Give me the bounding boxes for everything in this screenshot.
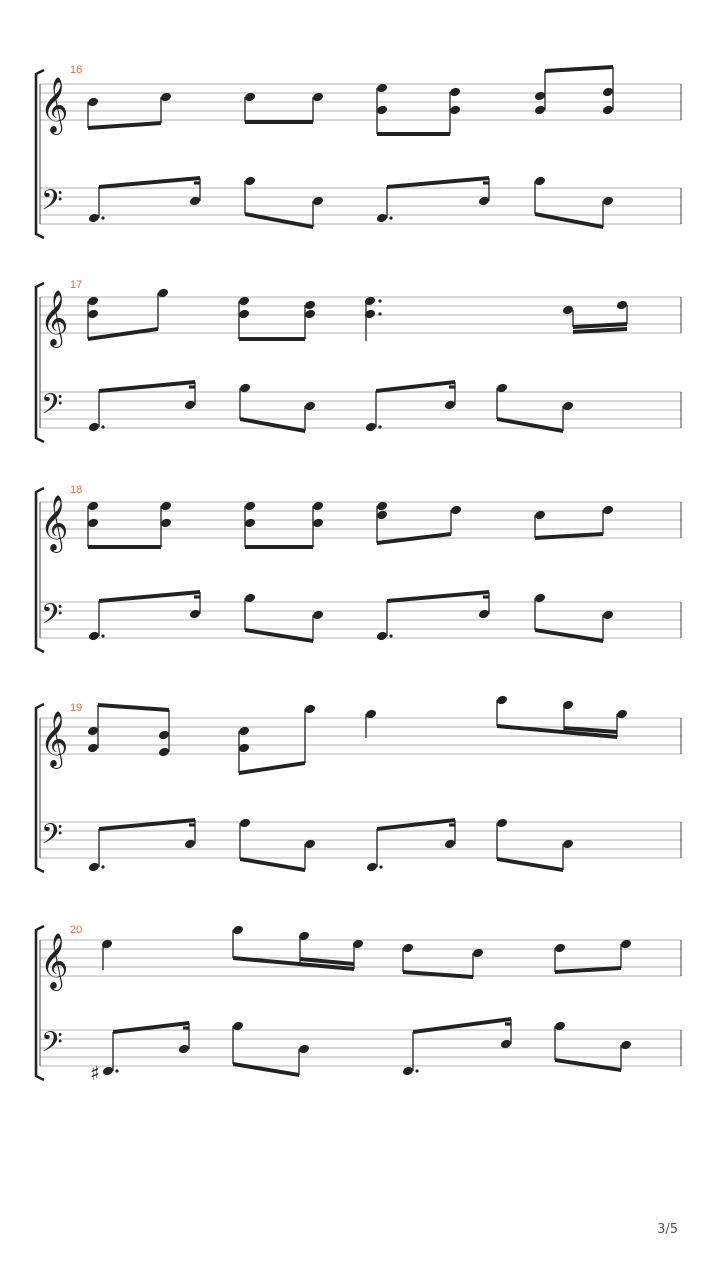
augmentation-dot [101, 865, 104, 868]
augmentation-dot [101, 425, 104, 428]
bass-clef: 𝄢 [41, 388, 63, 428]
measure-number: 17 [70, 279, 83, 291]
treble-notes-18 [87, 500, 615, 549]
augmentation-dot [115, 1069, 118, 1072]
augmentation-dot [378, 312, 381, 315]
bass-clef: 𝄢 [41, 818, 63, 858]
note-beam [99, 590, 200, 603]
bass-clef: 𝄢 [41, 1026, 63, 1066]
note-beam [233, 1062, 299, 1077]
note-beam [535, 628, 603, 643]
partial-beam [189, 823, 195, 826]
augmentation-dot [378, 299, 381, 302]
note-beam [403, 970, 473, 979]
partial-beam [449, 385, 455, 388]
note-beam [239, 337, 305, 341]
note-beam [245, 212, 313, 229]
augmentation-dot [415, 1069, 418, 1072]
note-beam [99, 176, 200, 189]
augmentation-dot [101, 216, 104, 219]
bass-notes-20 [102, 1017, 633, 1077]
partial-beam [189, 385, 195, 388]
system-17 [36, 279, 681, 442]
note-beam [377, 132, 450, 136]
system-16 [36, 64, 681, 238]
note-beam [376, 380, 455, 393]
measure-number: 16 [70, 64, 83, 76]
note-beam [535, 532, 603, 540]
measure-number: 18 [70, 484, 83, 496]
partial-beam [183, 1026, 189, 1029]
treble-notes-19 [87, 694, 629, 775]
augmentation-dot [389, 216, 392, 219]
bass-clef: 𝄢 [41, 598, 63, 638]
note-beam [377, 818, 455, 831]
augmentation-dot [101, 634, 104, 637]
note-beam [88, 545, 161, 549]
augmentation-dot [379, 865, 382, 868]
treble-clef: 𝄞 [40, 711, 69, 767]
partial-beam [505, 1022, 511, 1025]
note-beam [497, 857, 563, 872]
system-20 [36, 924, 681, 1085]
note-beam [555, 1058, 621, 1072]
bass-notes-16 [88, 175, 615, 229]
page-number: 3/5 [657, 1222, 678, 1237]
note-beam [245, 120, 313, 124]
note-beam [113, 1021, 189, 1034]
bass-clef: 𝄢 [41, 184, 63, 224]
note-beam [239, 761, 305, 775]
treble-clef: 𝄞 [40, 290, 69, 346]
bass-notes-18 [88, 590, 615, 643]
partial-beam [194, 595, 200, 598]
partial-beam [483, 595, 489, 598]
note-beam [245, 545, 313, 549]
system-19 [36, 702, 681, 872]
treble-clef: 𝄞 [40, 77, 69, 133]
note-beam [99, 818, 195, 831]
system-18 [36, 484, 681, 652]
note-beam [245, 628, 313, 643]
measure-number: 20 [70, 924, 83, 936]
partial-beam [194, 181, 200, 184]
note-beam [377, 532, 451, 545]
note-beam [387, 176, 489, 189]
treble-notes-16 [87, 65, 615, 136]
note-beam [99, 380, 195, 393]
bass-notes-19 [88, 817, 575, 872]
partial-beam [483, 181, 489, 184]
treble-clef: 𝄞 [40, 933, 69, 989]
note-beam [387, 590, 489, 603]
note-beam [535, 212, 603, 229]
treble-clef: 𝄞 [40, 495, 69, 551]
measure-number: 19 [70, 702, 83, 714]
note-beam [545, 65, 613, 73]
sharp-accidental: ♯ [90, 1061, 100, 1085]
bass-notes-17 [88, 380, 575, 433]
augmentation-dot [389, 634, 392, 637]
note-beam [88, 121, 161, 130]
note-beam [413, 1017, 511, 1034]
augmentation-dot [378, 425, 381, 428]
partial-beam [449, 823, 455, 826]
treble-notes-20 [101, 924, 633, 979]
note-beam [98, 703, 169, 712]
note-beam [240, 857, 305, 872]
note-beam [88, 327, 158, 341]
